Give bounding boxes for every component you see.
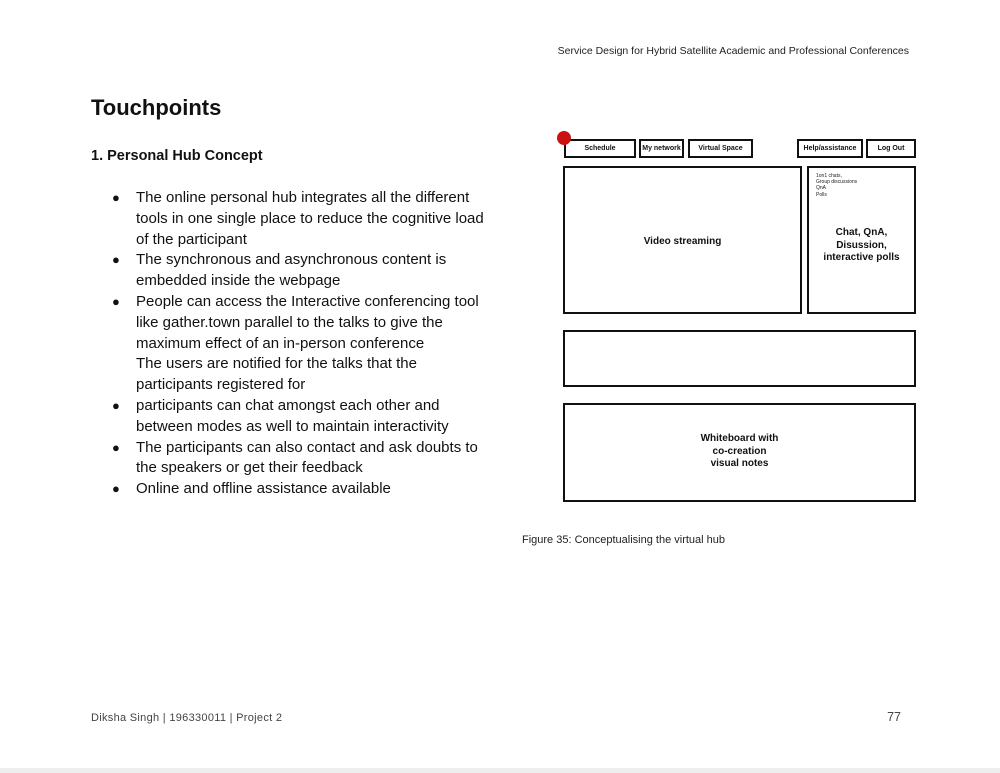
section-title: 1. Personal Hub Concept <box>91 148 263 164</box>
list-item-text: The synchronous and asynchronous content is embedded inside the webpage <box>136 251 447 290</box>
bullet-dot: ● <box>112 481 120 497</box>
list-item <box>112 188 484 250</box>
running-header: Service Design for Hybrid Satellite Academic and Professional Conferences <box>557 45 909 57</box>
page-number: 77 <box>887 710 901 724</box>
logout-button: Log Out <box>866 139 916 158</box>
footer <box>91 712 282 724</box>
list-item-text: participants can chat amongst each other and between modes as well to maintain interactivity <box>136 396 449 435</box>
bullet-dot: ● <box>112 190 120 205</box>
whiteboard-panel <box>563 403 916 502</box>
chat-note-line: QnA <box>816 185 827 192</box>
virtual-hub-wireframe <box>555 128 925 508</box>
bullet-dot: ● <box>112 252 120 268</box>
my-network-button: My network <box>639 139 684 158</box>
footer-roll-number: 196330011 <box>169 712 227 724</box>
chat-label-line: interactive polls <box>823 252 900 263</box>
chat-note-line: 1on1 chats, <box>816 173 842 179</box>
list-item-text: The users are notified for the talks that the participants registered for <box>136 355 417 394</box>
figure-caption: Figure 35: Conceptualising the virtual hub <box>522 534 726 546</box>
schedule-button: Schedule <box>564 139 636 158</box>
list-item <box>112 250 484 292</box>
whiteboard-label <box>565 433 914 471</box>
whiteboard-label-line: Whiteboard with <box>700 433 779 444</box>
list-item-text: The online personal hub integrates all the different tools in one single place to reduce the cognitive load of the participant <box>136 189 484 248</box>
chat-note-line: Group discussions <box>816 179 858 186</box>
chat-label-line: Chat, QnA, <box>835 227 888 238</box>
list-item-text: Online and offline assistance available <box>136 480 391 498</box>
chat-label <box>809 227 914 265</box>
list-item <box>112 354 484 396</box>
list-item <box>112 292 484 354</box>
virtual-space-button: Virtual Space <box>688 139 753 158</box>
page-bottom-edge <box>0 768 1000 773</box>
help-button: Help/assistance <box>797 139 863 158</box>
page-title: Touchpoints <box>91 95 222 120</box>
content-strip-panel <box>563 330 916 387</box>
video-streaming-label: Video streaming <box>643 236 722 247</box>
footer-author: Diksha Singh <box>91 712 160 724</box>
footer-project: Project 2 <box>236 712 283 724</box>
bullet-list <box>112 188 484 500</box>
list-item <box>112 479 484 500</box>
bullet-dot: ● <box>112 293 120 309</box>
bullet-dot: ● <box>112 439 120 455</box>
chat-panel <box>807 166 916 314</box>
chat-note-line: Polls <box>816 191 827 198</box>
video-streaming-panel <box>563 166 802 314</box>
chat-label-line: Disussion, <box>836 239 887 251</box>
footer-separator: | <box>162 712 166 724</box>
list-item <box>112 396 484 438</box>
bullet-dot: ● <box>112 397 120 413</box>
whiteboard-label-line: visual notes <box>710 458 769 469</box>
list-item-text: People can access the Interactive conferencing tool like gather.town parallel to the talks to give the maximum effect of an in-person conference <box>136 292 479 352</box>
footer-separator: | <box>229 712 233 724</box>
list-item <box>112 438 484 480</box>
whiteboard-label-line: co-creation <box>712 445 767 457</box>
chat-note <box>816 173 857 198</box>
list-item-text: The participants can also contact and ask doubts to the speakers or get their feedback <box>136 438 478 477</box>
recording-dot-icon <box>557 131 571 145</box>
